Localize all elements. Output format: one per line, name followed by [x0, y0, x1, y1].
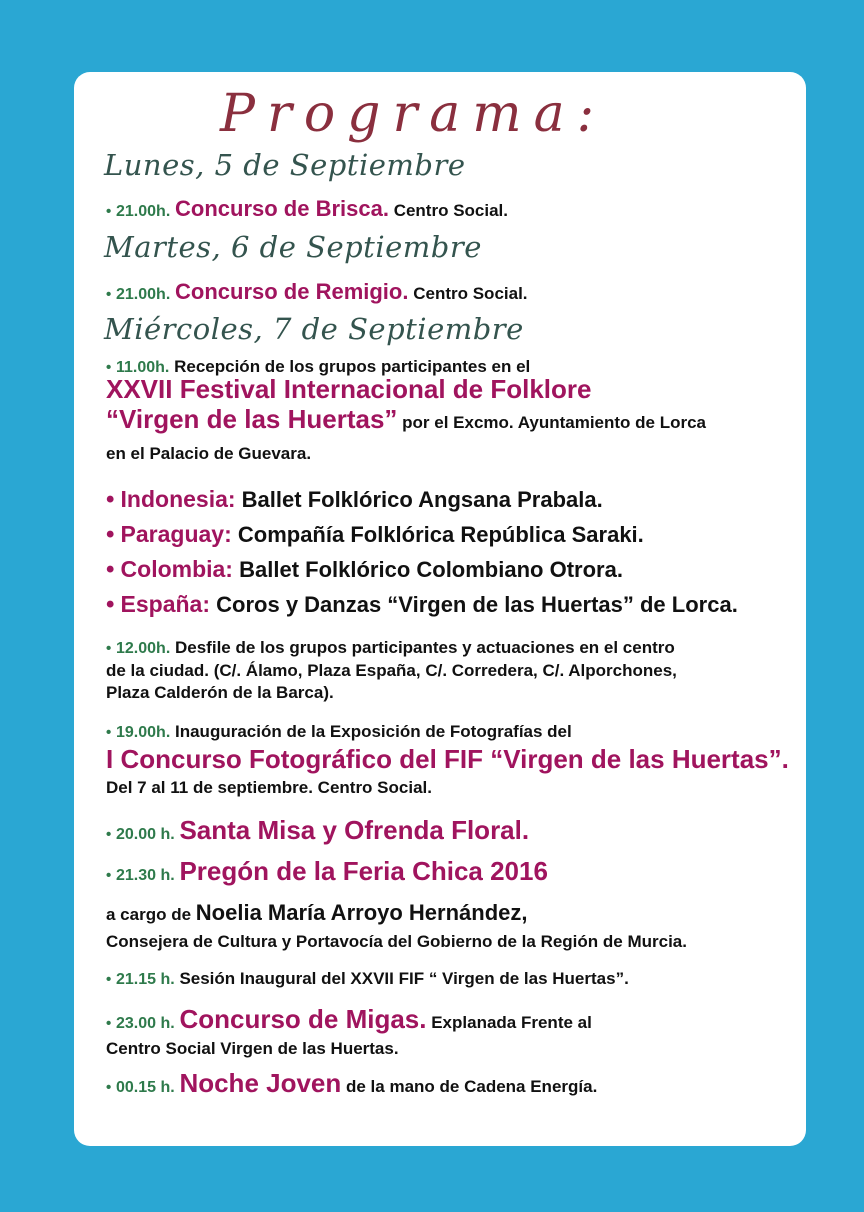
photo-contest-name: I Concurso Fotográfico del FIF “Virgen de las Huertas”. — [106, 744, 789, 774]
event-time: 19.00h. — [116, 724, 171, 741]
event-place: Centro Social. — [393, 201, 508, 220]
pregon-person: Noelia María Arroyo Hernández, — [195, 900, 528, 925]
event-migas — [106, 1004, 592, 1035]
event-time: 21.00h. — [116, 203, 171, 220]
page-title: Programa: — [220, 84, 607, 144]
bullet-icon: • — [106, 203, 112, 220]
event-name: Concurso de Brisca. — [175, 196, 389, 221]
bullet-icon: • — [106, 556, 115, 583]
bullet-icon: • — [106, 1015, 112, 1032]
group-name: Ballet Folklórico Colombiano Otrora. — [239, 557, 623, 582]
group-name: Ballet Folklórico Angsana Prabala. — [241, 487, 603, 512]
migas-place: Centro Social Virgen de las Huertas. — [106, 1039, 399, 1058]
country-item-paraguay — [106, 517, 738, 552]
day-heading-miercoles: Miércoles, 7 de Septiembre — [104, 312, 524, 346]
event-text: Inauguración de la Exposición de Fotografías del — [175, 722, 572, 741]
festival-virgen: “Virgen de las Huertas” — [106, 404, 398, 434]
event-brisca — [106, 198, 508, 223]
event-name: Noche Joven — [179, 1068, 342, 1098]
event-time: 21.00h. — [116, 286, 171, 303]
event-remigio — [106, 281, 528, 306]
event-desfile — [106, 637, 677, 704]
bullet-icon: • — [106, 724, 112, 741]
event-text-3: Plaza Calderón de la Barca). — [106, 683, 334, 702]
country-name: Colombia: — [120, 556, 233, 582]
event-misa — [106, 815, 530, 846]
country-item-colombia — [106, 552, 738, 587]
festival-name: XXVII Festival Internacional de Folklore — [106, 374, 592, 404]
event-text: Desfile de los grupos participantes y actuaciones en el centro — [175, 638, 675, 657]
event-name: Santa Misa y Ofrenda Floral. — [179, 815, 530, 845]
group-name: Compañía Folklórica República Saraki. — [237, 522, 644, 547]
group-name: Coros y Danzas “Virgen de las Huertas” de Lorca. — [216, 592, 738, 617]
event-sesion — [106, 968, 629, 991]
pregon-speaker — [106, 902, 528, 926]
bullet-icon: • — [106, 359, 112, 376]
event-text-2: de la ciudad. (C/. Álamo, Plaza España, C/. Corredera, C/. Alporchones, — [106, 661, 677, 680]
event-time: 21.30 h. — [116, 867, 175, 884]
bullet-icon: • — [106, 867, 112, 884]
event-time: 11.00h. — [116, 359, 170, 376]
event-noche — [106, 1068, 598, 1099]
festival-place: en el Palacio de Guevara. — [106, 444, 312, 463]
event-text: Sesión Inaugural del XXVII FIF “ Virgen de las Huertas”. — [179, 969, 629, 988]
event-time: 23.00 h. — [116, 1015, 175, 1032]
event-time: 21.15 h. — [116, 971, 175, 988]
event-expo — [106, 721, 572, 744]
day-heading-lunes: Lunes, 5 de Septiembre — [104, 148, 466, 182]
country-item-indonesia — [106, 482, 738, 517]
country-name: Paraguay: — [120, 521, 232, 547]
bullet-icon: • — [106, 640, 112, 657]
country-item-espana — [106, 587, 738, 622]
festival-organizer: por el Excmo. Ayuntamiento de Lorca — [402, 413, 707, 432]
country-list — [106, 482, 738, 622]
event-place: Explanada Frente al — [431, 1013, 592, 1032]
event-name: Concurso de Remigio. — [175, 279, 409, 304]
bullet-icon: • — [106, 971, 112, 988]
pregon-role: Consejera de Cultura y Portavocía del Gobierno de la Región de Murcia. — [106, 932, 687, 951]
pregon-by: a cargo de — [106, 905, 192, 924]
bullet-icon: • — [106, 826, 112, 843]
program-card — [74, 72, 806, 1146]
event-name: Concurso de Migas. — [179, 1004, 427, 1034]
bullet-icon: • — [106, 521, 115, 548]
bullet-icon: • — [106, 591, 115, 618]
event-pregon — [106, 856, 548, 887]
bullet-icon: • — [106, 286, 112, 303]
festival-virgen-line — [106, 404, 707, 434]
event-text: Recepción de los grupos participantes en el — [174, 357, 531, 376]
expo-dates: Del 7 al 11 de septiembre. Centro Social. — [106, 778, 432, 797]
bullet-icon: • — [106, 486, 115, 513]
country-name: España: — [120, 591, 211, 617]
event-time: 00.15 h. — [116, 1079, 175, 1096]
event-time: 12.00h. — [116, 640, 171, 657]
event-place: Centro Social. — [413, 284, 528, 303]
day-heading-martes: Martes, 6 de Septiembre — [104, 230, 482, 264]
bullet-icon: • — [106, 1079, 112, 1096]
event-text: de la mano de Cadena Energía. — [346, 1077, 598, 1096]
event-name: Pregón de la Feria Chica 2016 — [179, 856, 548, 886]
country-name: Indonesia: — [120, 486, 236, 512]
event-time: 20.00 h. — [116, 826, 175, 843]
